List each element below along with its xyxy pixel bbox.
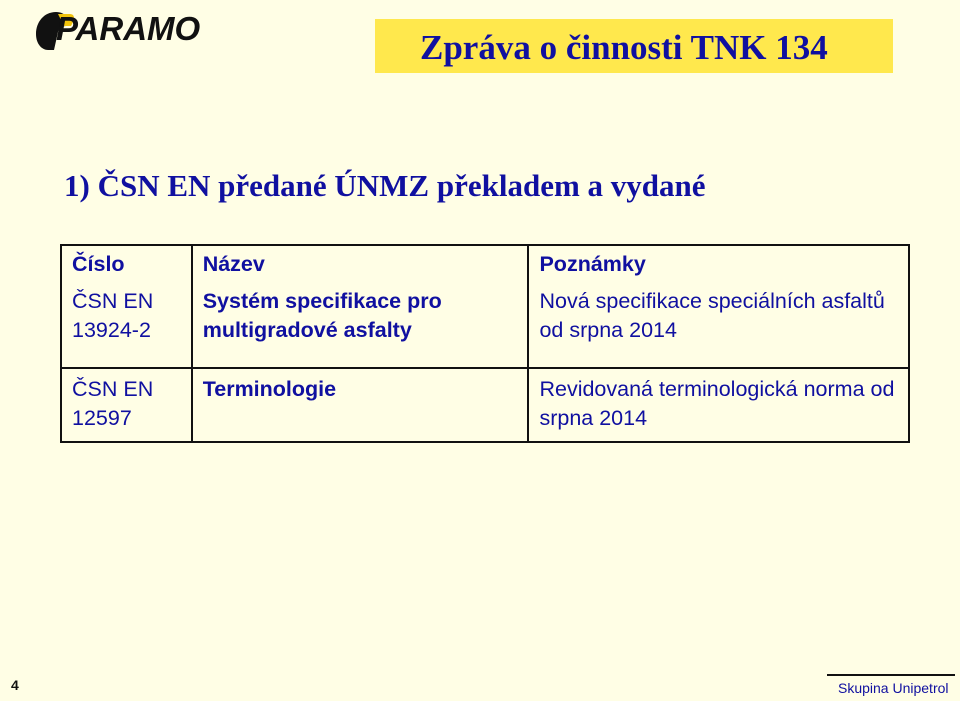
cell-notes: Nová specifikace speciálních asfaltů od srpna 2014: [528, 281, 909, 368]
section-heading: 1) ČSN EN předané ÚNMZ překladem a vydané: [64, 168, 706, 203]
standards-table: [60, 244, 910, 443]
page-title: Zpráva o činnosti TNK 134: [420, 28, 828, 67]
page-number: 4: [11, 677, 19, 693]
column-header-notes: Poznámky: [528, 245, 909, 281]
cell-notes: Revidovaná terminologická norma od srpna 2014: [528, 368, 909, 442]
logo-text: PARAMO: [56, 10, 201, 47]
paramo-logo: [34, 8, 216, 54]
table-header-row: [61, 245, 909, 281]
table-row: [61, 368, 909, 442]
title-banner: [375, 19, 893, 73]
cell-name: Terminologie: [192, 368, 529, 442]
cell-name: Systém specifikace pro multigradové asfalty: [192, 281, 529, 368]
footer-divider: [827, 674, 955, 676]
column-header-number: Číslo: [61, 245, 192, 281]
footer-organization: Skupina Unipetrol: [838, 680, 949, 696]
cell-number: ČSN EN 12597: [61, 368, 192, 442]
cell-number: ČSN EN 13924-2: [61, 281, 192, 368]
table-row: [61, 281, 909, 368]
column-header-name: Název: [192, 245, 529, 281]
